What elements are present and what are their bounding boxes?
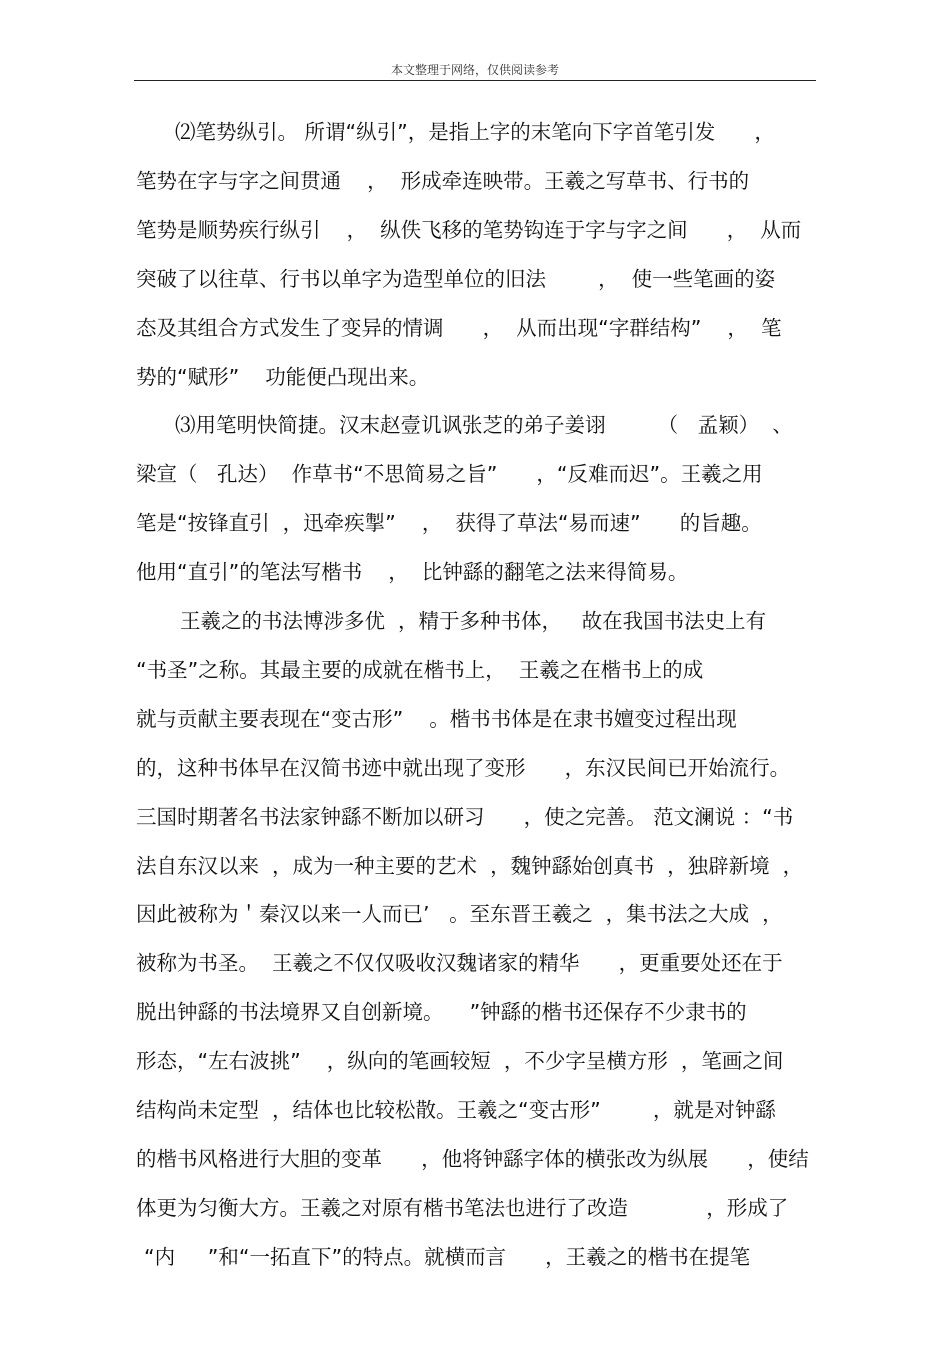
text-line: 王羲之的书法博涉多优 ，精于多种书体， 故在我国书法史上有 bbox=[180, 609, 767, 633]
text-line: 法自东汉以来 ，成为一种主要的艺术 ，魏钟繇始创真书 ，独辟新境 ， bbox=[136, 853, 804, 878]
text-line: 就与贡献主要表现在“变古形” 。楷书书体是在隶书嬗变过程出现 bbox=[136, 706, 737, 731]
text-line: “内 ”和“一拓直下”的特点。就横而言 ，王羲之的楷书在提笔 bbox=[144, 1244, 751, 1269]
text-line: “书圣”之称。其最主要的成就在楷书上， 王羲之在楷书上的成 bbox=[136, 657, 704, 682]
text-line: 突破了以往草、行书以单字为造型单位的旧法 ， 使一些笔画的姿 bbox=[136, 266, 776, 291]
text-line: 形态，“左右波挑” ，纵向的笔画较短 ，不少字呈横方形 ，笔画之间 bbox=[136, 1049, 784, 1074]
text-line: 的楷书风格进行大胆的变革 ，他将钟繇字体的横张改为纵展 ，使结 bbox=[136, 1146, 809, 1171]
header-divider bbox=[134, 80, 816, 81]
text-line: 笔势是顺势疾行纵引 ， 纵佚飞移的笔势钩连于字与字之间 ， 从而 bbox=[136, 217, 802, 242]
text-line: ⑵笔势纵引。 所谓“纵引”，是指上字的末笔向下字首笔引发 ， bbox=[175, 120, 775, 144]
text-line: 笔是“按锋直引 ，迅牵疾掣” ， 获得了草法“易而速” 的旨趣。 bbox=[136, 511, 762, 536]
text-line: 态及其组合方式发生了变异的情调 ， 从而出现“字群结构” ， 笔 bbox=[136, 315, 782, 340]
text-line: 势的“赋形” 功能便凸现出来。 bbox=[136, 364, 430, 389]
text-line: 三国时期著名书法家钟繇不断加以研习 ，使之完善。 范文澜说 ：“书 bbox=[136, 804, 794, 829]
text-line: ⑶用笔明快简捷。汉末赵壹讥讽张芝的弟子姜诩 （ 孟颖） 、 bbox=[175, 413, 793, 438]
text-line: 梁宣（ 孔达） 作草书“不思简易之旨” ，“反难而迟”。王羲之用 bbox=[136, 462, 763, 487]
text-line: 因此被称为＇秦汉以来一人而已’ 。至东晋王羲之 ，集书法之大成 ， bbox=[136, 902, 783, 927]
text-line: 被称为书圣。 王羲之不仅仅吸收汉魏诸家的精华 ，更重要处还在于 bbox=[136, 951, 783, 976]
text-line: 脱出钟繇的书法境界又自创新境。 ”钟繇的楷书还保存不少隶书的 bbox=[136, 1000, 747, 1025]
page-header-text: 本文整理于网络，仅供阅读参考 bbox=[390, 63, 559, 77]
text-line: 结构尚未定型 ，结体也比较松散。王羲之“变古形” ，就是对钟繇 bbox=[136, 1098, 776, 1122]
text-line: 笔势在字与字之间贯通 ， 形成牵连映带。王羲之写草书、行书的 bbox=[136, 168, 750, 193]
text-line: 的，这种书体早在汉简书迹中就出现了变形 ，东汉民间已开始流行。 bbox=[136, 755, 791, 780]
text-line: 他用“直引”的笔法写楷书 ， 比钟繇的翻笔之法来得简易。 bbox=[136, 560, 689, 585]
text-line: 体更为匀衡大方。王羲之对原有楷书笔法也进行了改造 ，形成了 bbox=[136, 1195, 789, 1220]
